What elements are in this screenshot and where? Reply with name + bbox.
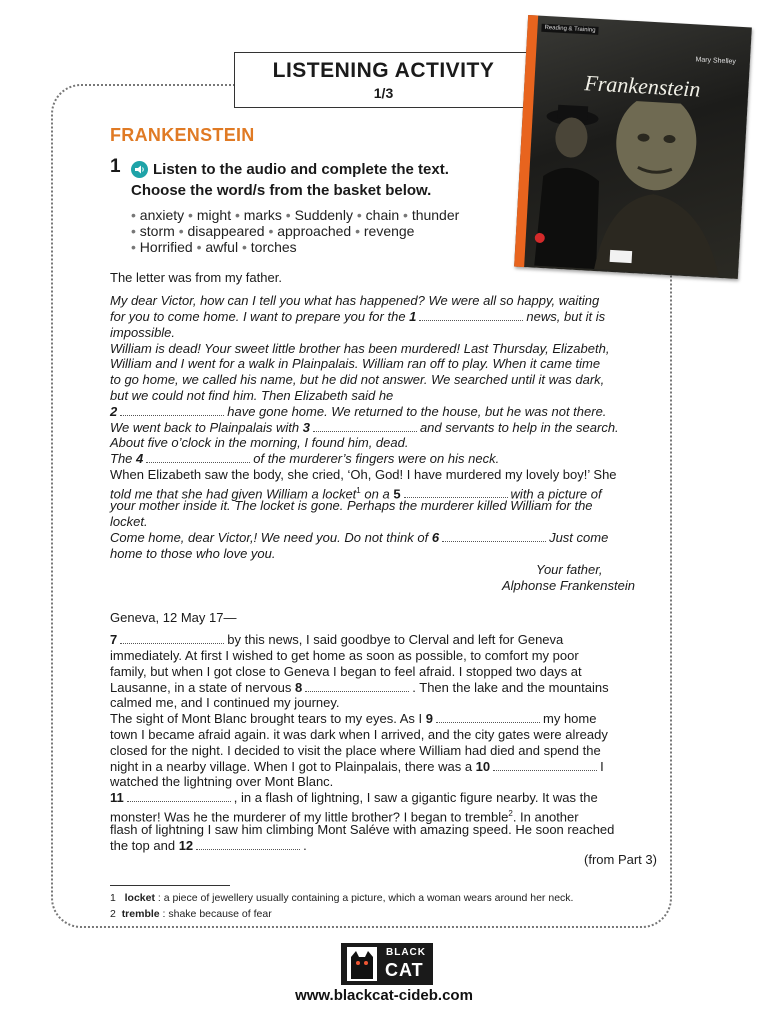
blank-field-10[interactable] bbox=[493, 760, 597, 771]
letter-intro: The letter was from my father. bbox=[110, 270, 282, 285]
letter-line: When Elizabeth saw the body, she cried, ‘Oh, God! I have murdered my lovely boy!’ She bbox=[110, 467, 617, 482]
blank-field-5[interactable] bbox=[404, 487, 508, 498]
cover-title: Frankenstein bbox=[583, 70, 702, 102]
letter-line: We went back to Plainpalais with 3 and servants to help in the search. bbox=[110, 420, 619, 435]
basket-word: awful bbox=[205, 239, 239, 255]
book-cover-image bbox=[514, 15, 752, 279]
source-note: (from Part 3) bbox=[584, 852, 657, 867]
narrative-line: the top and 12 . bbox=[110, 838, 307, 853]
basket-word: revenge bbox=[363, 223, 415, 239]
narrative-line: The sight of Mont Blanc brought tears to my eyes. As I 9 my home bbox=[110, 711, 597, 726]
letter-line: William and I went for a walk in Plainpalais. William ran off to play. When it came time bbox=[110, 356, 601, 371]
narrative-line: watched the lightning over Mont Blanc. bbox=[110, 774, 334, 789]
narrative-line: town I became afraid again. it was dark when I arrived, and the city gates were already bbox=[110, 727, 608, 742]
page-title: LISTENING ACTIVITY bbox=[272, 59, 495, 82]
letter-line: but we could not find him. Then Elizabeth said he bbox=[110, 388, 394, 403]
section-title: FRANKENSTEIN bbox=[110, 125, 255, 145]
basket-row: • storm • disappeared • approached • revenge bbox=[131, 223, 415, 239]
blank-field-12[interactable] bbox=[196, 839, 300, 850]
narrative-line: 7 by this news, I said goodbye to Clerval and left for Geneva bbox=[110, 632, 564, 647]
narrative-line: family, but when I got close to Geneva I began to feel afraid. I stopped two days at bbox=[110, 664, 582, 679]
footnote-1: 1 locket : a piece of jewellery usually containing a picture, which a woman wears around her neck. bbox=[110, 892, 574, 904]
website-link[interactable]: www.blackcat-cideb.com bbox=[295, 987, 473, 1004]
gap-number: 2 bbox=[110, 404, 118, 419]
letter-line: 2 have gone home. We returned to the house, but he was not there. bbox=[110, 404, 607, 419]
basket-word: approached bbox=[277, 223, 352, 239]
blank-field-6[interactable] bbox=[442, 531, 546, 542]
basket-word: Horrified bbox=[139, 239, 193, 255]
basket-word: marks bbox=[243, 207, 282, 223]
gap-number: 1 bbox=[409, 309, 417, 324]
gap-number: 3 bbox=[302, 420, 310, 435]
basket-row: • anxiety • might • marks • Suddenly • chain • thunder bbox=[131, 207, 460, 223]
blank-field-4[interactable] bbox=[146, 452, 250, 463]
gap-number: 8 bbox=[295, 680, 303, 695]
dateline: Geneva, 12 May 17— bbox=[110, 610, 237, 625]
blackcat-logo bbox=[341, 943, 433, 985]
gap-number: 4 bbox=[136, 451, 144, 466]
letter-line: for you to come home. I want to prepare you for the 1 news, but it is bbox=[110, 309, 606, 324]
blank-field-1[interactable] bbox=[419, 310, 523, 321]
instruction-line-1: Listen to the audio and complete the text. bbox=[153, 161, 449, 178]
gap-number: 6 bbox=[431, 530, 440, 545]
gap-number: 5 bbox=[393, 486, 401, 502]
letter-line: William is dead! Your sweet little brother has been murdered! Last Thursday, Elizabeth, bbox=[110, 341, 610, 356]
blank-field-8[interactable] bbox=[305, 681, 409, 692]
title-box bbox=[234, 52, 533, 108]
blank-field-9[interactable] bbox=[436, 712, 540, 723]
cover-illustration bbox=[524, 95, 747, 277]
narrative-line: immediately. At first I wished to get home as soon as possible, to comfort my poor bbox=[110, 648, 579, 663]
letter-line: your mother inside it. The locket is gone. Perhaps the murderer killed William for the bbox=[110, 498, 593, 513]
logo-word-top: BLACK bbox=[386, 947, 426, 958]
basket-word: anxiety bbox=[139, 207, 185, 223]
logo-word-bottom: CAT bbox=[385, 960, 424, 980]
word-basket bbox=[131, 207, 511, 255]
letter-line: told me that she had given William a locket$^1$ on a 5 with a picture of bbox=[110, 486, 602, 502]
cat-icon bbox=[347, 947, 377, 981]
narrative-line: 11 , in a flash of lightning, I saw a gigantic figure nearby. It was the bbox=[110, 790, 598, 805]
gap-number: 10 bbox=[475, 759, 491, 774]
basket-word: storm bbox=[139, 223, 175, 239]
letter-line: About five o’clock in the morning, I found him, dead. bbox=[110, 435, 409, 450]
gap-number: 12 bbox=[178, 838, 194, 853]
basket-word: thunder bbox=[411, 207, 460, 223]
letter-line: home to those who love you. bbox=[110, 546, 276, 561]
cover-series-tag: Reading & Training bbox=[541, 24, 598, 35]
instruction-line-2: Choose the word/s from the basket below. bbox=[131, 182, 432, 199]
narrative-line: flash of lightning I saw him climbing Mont Saléve with amazing speed. He soon reached bbox=[110, 822, 615, 837]
letter-signature: Alphonse Frankenstein bbox=[502, 578, 635, 593]
basket-word: torches bbox=[250, 239, 297, 255]
gap-number: 11 bbox=[110, 790, 124, 805]
blank-field-3[interactable] bbox=[313, 421, 417, 432]
exercise-number: 1 bbox=[110, 156, 121, 177]
exercise-instruction bbox=[131, 159, 511, 201]
narrative-line: monster! Was he the murderer of my little brother? I began to tremble$^2$. In another bbox=[110, 809, 579, 825]
letter-line: My dear Victor, how can I tell you what has happened? We were all so happy, waiting bbox=[110, 293, 600, 308]
narrative-line: Lausanne, in a state of nervous 8 . Then the lake and the mountains bbox=[110, 680, 609, 695]
narrative-line: closed for the night. I decided to visit the place where William had died and spend the bbox=[110, 743, 601, 758]
blank-field-7[interactable] bbox=[120, 633, 224, 644]
letter-line: Come home, dear Victor,! We need you. Do not think of 6 Just come bbox=[110, 530, 609, 545]
gap-number: 7 bbox=[110, 632, 118, 647]
letter-line: The 4 of the murderer’s fingers were on his neck. bbox=[110, 451, 500, 466]
narrative-line: night in a nearby village. When I got to Plainpalais, there was a 10 I bbox=[110, 759, 604, 774]
letter-line: locket. bbox=[110, 514, 148, 529]
narrative-line: calmed me, and I continued my journey. bbox=[110, 695, 340, 710]
basket-word: Suddenly bbox=[294, 207, 353, 223]
letter-signoff: Your father, bbox=[536, 562, 603, 577]
cover-author: Mary Shelley bbox=[695, 56, 737, 66]
letter-line: impossible. bbox=[110, 325, 176, 340]
letter-line: to go home, we called his name, but he did not answer. We searched until it was dark, bbox=[110, 372, 605, 387]
page-number: 1/3 bbox=[373, 85, 394, 101]
blank-field-11[interactable] bbox=[127, 791, 231, 802]
blank-field-2[interactable] bbox=[120, 405, 224, 416]
basket-word: chain bbox=[365, 207, 400, 223]
basket-word: might bbox=[196, 207, 232, 223]
gap-number: 9 bbox=[425, 711, 434, 726]
basket-row: • Horrified • awful • torches bbox=[131, 239, 297, 255]
footnote-divider bbox=[110, 885, 230, 886]
basket-word: disappeared bbox=[187, 223, 265, 239]
footnote-2: 2 tremble : shake because of fear bbox=[110, 908, 272, 920]
